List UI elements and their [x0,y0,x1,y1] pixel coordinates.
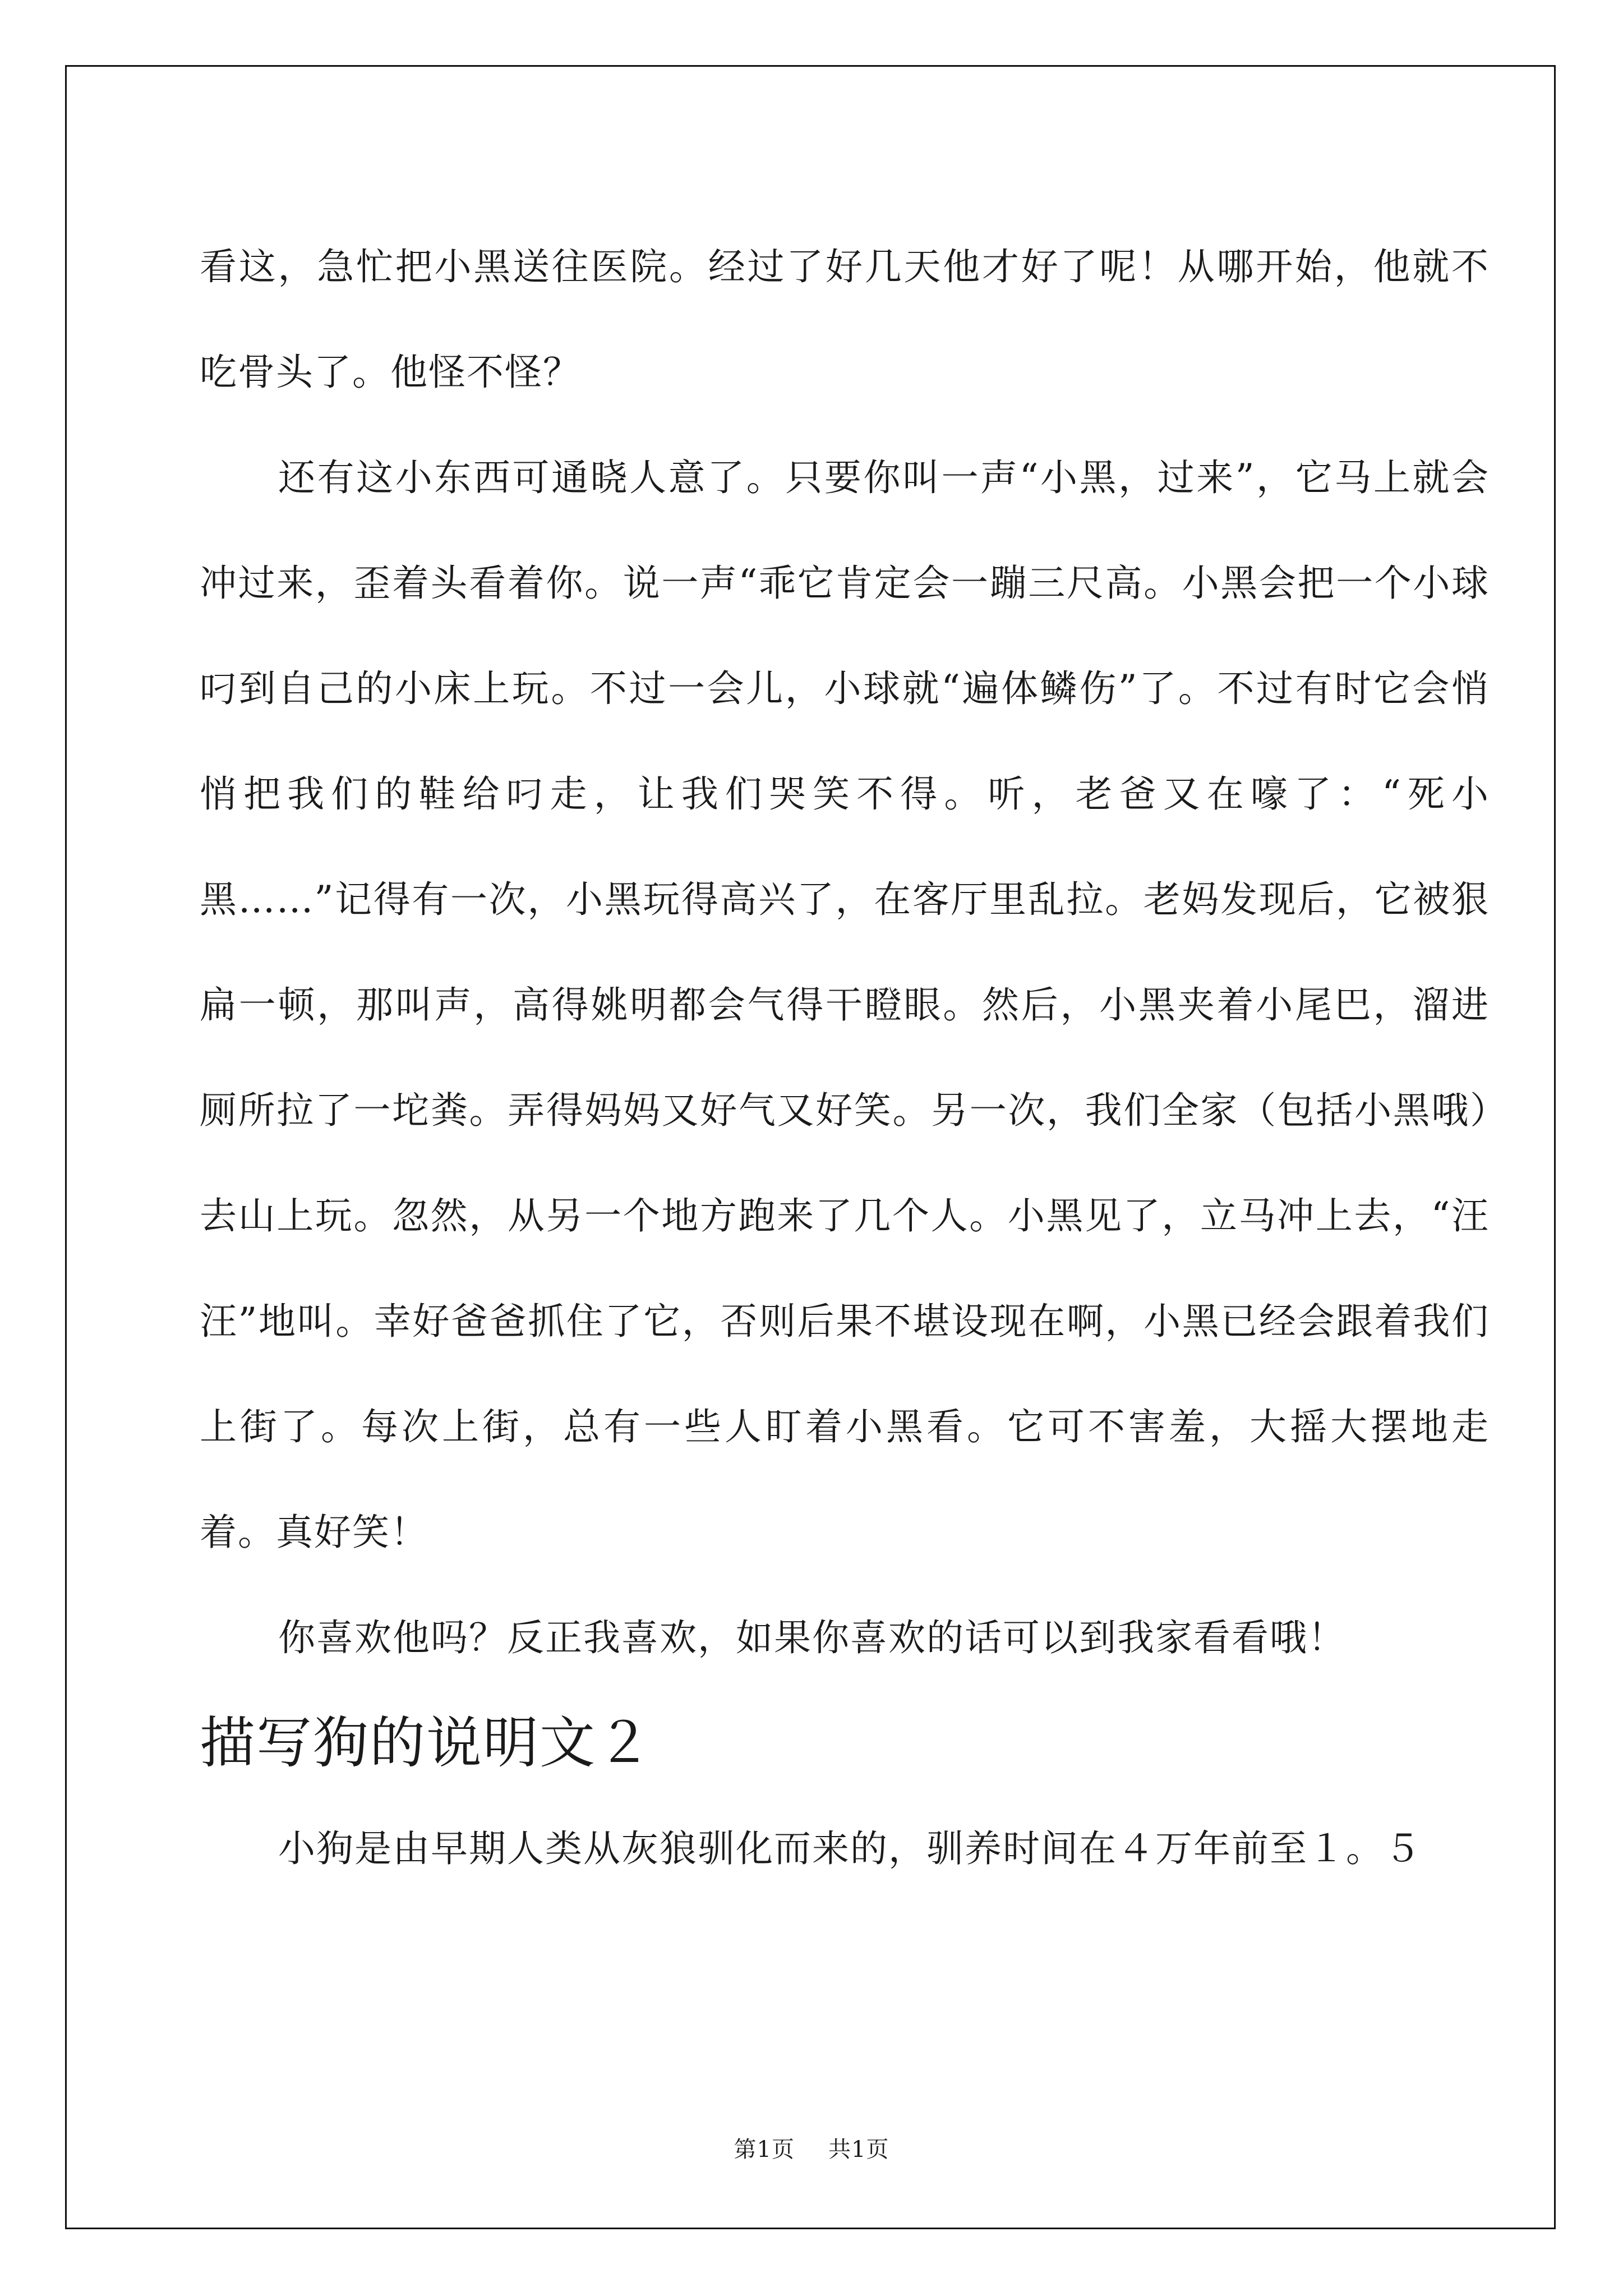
paragraph: 看这，急忙把小黑送往医院。经过了好几天他才好了呢！从哪开始，他就不吃骨头了。他怪不怪？ [200,245,1490,394]
page-footer [0,2132,1623,2164]
document-body [200,214,1490,1902]
section-heading: 描写狗的说明文２ [200,1711,653,1775]
paragraph: 还有这小东西可通晓人意了。只要你叫一声“小黑，过来”，它马上就会冲过来，歪着头看着你。说一声“乖它肯定会一蹦三尺高。小黑会把一个小球叼到自己的小床上玩。不过一会儿，小球就“遍体鳞伤”了。不过有时它会悄悄把我们的鞋给叼走，让我们哭笑不得。听，老爸又在嚎了：“死小黑……”记得有一次，小黑玩得高兴了，在客厅里乱拉。老妈发现后，它被狠扁一顿，那叫声，高得姚明都会气得干瞪眼。然后，小黑夹着小尾巴，溜进厕所拉了一坨粪。弄得妈妈又好气又好笑。另一次，我们全家（包括小黑哦）去山上玩。忽然，从另一个地方跑来了几个人。小黑见了，立马冲上去，“汪汪”地叫。幸好爸爸抓住了它，否则后果不堪设现在啊，小黑已经会跟着我们上街了。每次上街，总有一些人盯着小黑看。它可不害羞，大摇大摆地走着。真好笑！ [200,456,1490,1554]
paragraph: 小狗是由早期人类从灰狼驯化而来的，驯养时间在４万年前至１。５ [278,1827,1422,1870]
page-total: 共1页 [828,2137,889,2162]
page-number: 第1页 [734,2137,795,2162]
paragraph: 你喜欢他吗？反正我喜欢，如果你喜欢的话可以到我家看看哦！ [278,1616,1346,1659]
